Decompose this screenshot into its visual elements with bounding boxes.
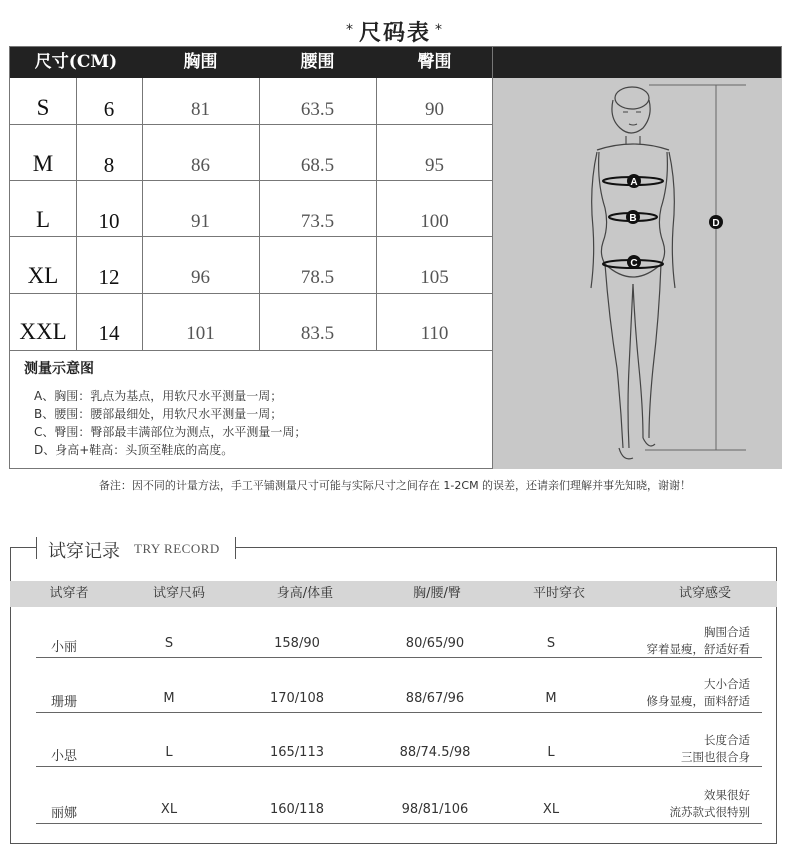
waist-value: 68.5 xyxy=(300,155,335,176)
th-measurements: 胸/腰/臀 xyxy=(413,586,461,601)
waist-value: 73.5 xyxy=(300,211,335,232)
size-table-header xyxy=(10,47,781,78)
size-number: 6 xyxy=(103,97,115,121)
feeling-line: 修身显瘦，面料舒适 xyxy=(646,694,750,708)
feeling-line: 三围也很合身 xyxy=(681,750,750,764)
tester-usual-size: L xyxy=(547,745,555,760)
hip-value: 110 xyxy=(420,323,449,344)
tester-name: 珊珊 xyxy=(50,695,77,710)
waist-value: 83.5 xyxy=(300,323,335,344)
body-sketch-illustration xyxy=(493,78,782,469)
feeling-line: 胸围合适 xyxy=(704,625,750,639)
tester-feeling xyxy=(600,732,750,766)
size-number: 14 xyxy=(98,321,120,345)
feeling-line: 效果很好 xyxy=(704,788,750,802)
marker-b xyxy=(626,210,640,224)
measurement-note: 备注：因不同的计量方法，手工平铺测量尺寸可能与实际尺寸之间存在 1-2CM 的误差，还请亲们理解并事先知晓，谢谢！ xyxy=(98,479,692,492)
hip-value: 105 xyxy=(420,267,449,288)
tester-usual-size: XL xyxy=(542,802,560,817)
header-waist: 腰围 xyxy=(300,52,335,72)
header-chest: 胸围 xyxy=(183,52,218,72)
size-chart-panel xyxy=(9,46,782,469)
tester-feeling xyxy=(600,624,750,658)
marker-d-label: D xyxy=(712,218,720,229)
grid-divider xyxy=(10,180,492,181)
measurement-figure xyxy=(493,78,782,469)
marker-b-label: B xyxy=(629,213,637,224)
tester-measurements: 80/65/90 xyxy=(405,636,465,651)
marker-a xyxy=(627,174,641,188)
page-title xyxy=(0,16,790,47)
th-size: 试穿尺码 xyxy=(152,586,205,601)
size-label: L xyxy=(35,207,51,232)
tester-size: M xyxy=(163,691,175,706)
chest-value: 81 xyxy=(191,99,210,120)
tester-height-weight: 160/118 xyxy=(269,802,324,817)
size-number: 12 xyxy=(98,265,120,289)
chest-value: 101 xyxy=(186,323,215,344)
header-hip: 臀围 xyxy=(417,52,452,72)
waist-value: 63.5 xyxy=(300,99,335,120)
row-divider xyxy=(36,823,762,824)
size-label: XXL xyxy=(19,319,67,344)
marker-d xyxy=(709,215,723,229)
tester-height-weight: 158/90 xyxy=(274,636,320,651)
marker-c xyxy=(627,255,641,269)
tester-name: 小思 xyxy=(50,749,77,764)
grid-divider xyxy=(10,236,492,237)
trial-title: 试穿记录 xyxy=(48,541,120,562)
tester-feeling xyxy=(600,676,750,710)
tester-usual-size: S xyxy=(546,636,556,651)
size-label: S xyxy=(36,95,50,120)
th-feeling: 试穿感受 xyxy=(678,586,731,601)
title-star-left: * xyxy=(345,22,355,38)
hip-value: 95 xyxy=(425,155,444,176)
title-bar-left xyxy=(36,537,37,559)
size-number: 8 xyxy=(103,153,115,177)
tester-size: S xyxy=(164,636,174,651)
marker-a-label: A xyxy=(630,177,638,188)
grid-divider xyxy=(10,293,492,294)
row-divider xyxy=(36,657,762,658)
row-divider xyxy=(36,766,762,767)
title-text: 尺码表 xyxy=(358,21,431,46)
size-label: M xyxy=(32,151,54,176)
tester-name: 丽娜 xyxy=(50,806,77,821)
tester-measurements: 88/67/96 xyxy=(405,691,465,706)
th-usual-size: 平时穿衣 xyxy=(532,586,585,601)
tester-height-weight: 165/113 xyxy=(269,745,324,760)
waist-value: 78.5 xyxy=(300,267,335,288)
trial-section-title xyxy=(36,535,236,561)
grid-divider xyxy=(10,124,492,125)
chest-value: 86 xyxy=(191,155,210,176)
hip-value: 100 xyxy=(420,211,449,232)
legend-line-a: A、胸围：乳点为基点，用软尺水平测量一周； xyxy=(34,389,283,403)
feeling-line: 穿着显瘦，舒适好看 xyxy=(646,642,750,656)
tester-size: XL xyxy=(160,802,178,817)
title-bar-right xyxy=(235,537,236,559)
legend-line-b: B、腰围：腰部最细处，用软尺水平测量一周； xyxy=(34,407,283,421)
legend-line-d: D、身高+鞋高：头顶至鞋底的高度。 xyxy=(34,443,234,457)
feeling-line: 长度合适 xyxy=(704,733,750,747)
size-number: 10 xyxy=(98,209,120,233)
legend-line-c: C、臀围：臀部最丰满部位为测点，水平测量一周； xyxy=(34,425,307,439)
feeling-line: 大小合适 xyxy=(704,677,750,691)
title-star-right: * xyxy=(435,22,444,38)
size-label: XL xyxy=(27,263,59,288)
chest-value: 96 xyxy=(191,267,210,288)
th-tester: 试穿者 xyxy=(49,586,89,601)
marker-c-label: C xyxy=(630,258,638,269)
tester-feeling xyxy=(600,787,750,821)
tester-measurements: 98/81/106 xyxy=(401,802,469,817)
row-divider xyxy=(36,712,762,713)
trial-title-en: TRY RECORD xyxy=(134,541,220,556)
th-height-weight: 身高/体重 xyxy=(276,586,334,601)
tester-size: L xyxy=(165,745,173,760)
header-size: 尺寸(CM) xyxy=(34,52,118,72)
trial-frame-bottom xyxy=(10,843,777,844)
tester-height-weight: 170/108 xyxy=(269,691,324,706)
tester-usual-size: M xyxy=(545,691,557,706)
chest-value: 91 xyxy=(191,211,210,232)
tester-name: 小丽 xyxy=(50,640,77,655)
tester-measurements: 88/74.5/98 xyxy=(399,745,471,760)
hip-value: 90 xyxy=(425,99,444,120)
grid-divider xyxy=(10,350,492,351)
trial-table-header xyxy=(10,581,777,607)
feeling-line: 流苏款式很特别 xyxy=(669,805,750,819)
legend-title: 测量示意图 xyxy=(24,361,94,377)
